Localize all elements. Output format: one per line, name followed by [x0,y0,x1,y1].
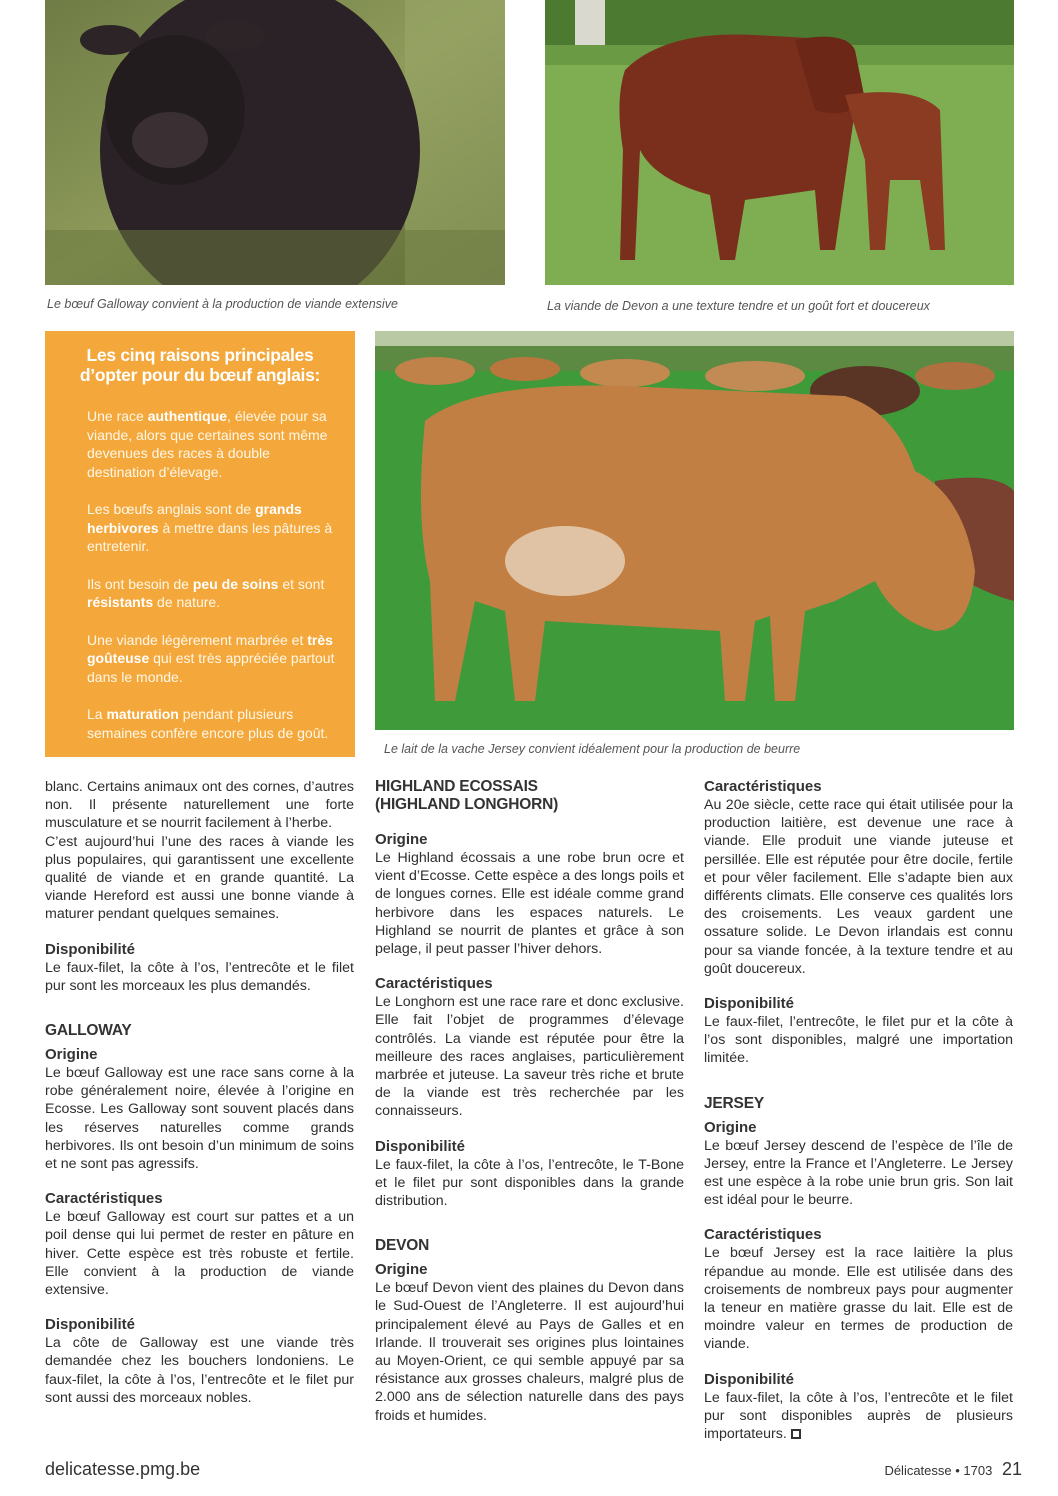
galloway-carac: Le bœuf Galloway est court sur pattes et a un poil dense qui lui permet de rester en pâture en hiver. Cette espèce est très robuste et fertile. Elle convient à la production de viande extensive. [45,1209,354,1299]
devon-carac: Au 20e siècle, cette race qui était utilisée pour la production laitière, est devenue une race à viande. Elle produit une viande juteuse et persillée. Elle est réputée pour être docile, fertile et pour vêler facilement. Elle s’adapte bien aux différents climats. Elle conserve ces qualités lors des croisements. Les veaux gardent une ossature solide. Le Devon irlandais est connu pour sa viande foncée, à la texture tendre et au goût doucereux. [704,797,1013,977]
jersey-origine-heading: Origine [704,1118,757,1136]
box-title: Les cinq raisons principales d’opter pour du bœuf anglais: [79,345,321,385]
highland-carac-heading: Caractéristiques [375,975,493,993]
jersey-origine: Le bœuf Jersey descend de l’espèce de l’île de Jersey, entre la France et l’Angleterre. Le Jersey est une espèce à la robe unie brun gris. Son lait est idéal pour le beurre. [704,1137,1013,1209]
highland-heading: HIGHLAND ECOSSAIS (HIGHLAND LONGHORN) [375,778,559,813]
jersey-carac-heading: Caractéristiques [704,1226,822,1244]
devon-heading: DEVON [375,1237,430,1255]
devon-origine: Le bœuf Devon vient des plaines du Devon dans le Sud-Ouest de l’Angleterre. Il est aujourd’hui principalement élevé au Pays de Galles et en Irlande. Il trouverait ses origines plus lointaines au Moyen-Orient, ce qui semble appuyé par sa résistance aux grosses chaleurs, malgré plus de 2.000 ans de sélection naturelle dans des pays froids et humides. [375,1280,684,1424]
devon-dispo: Le faux-filet, l’entrecôte, le filet pur et la côte à l’os sont disponibles, malgré une importation limitée. [704,1014,1013,1067]
highland-origine-heading: Origine [375,831,428,848]
jersey-dispo-heading: Disponibilité [704,1370,794,1388]
reason-5: La maturation pendant plusieurs semaines confère encore plus de goût. [87,706,329,741]
jersey-carac: Le bœuf Jersey est la race laitière la plus répandue au monde. Elle est utilisée dans des croisements de nombreux pays pour augmenter la teneur en matière grasse du lait. Elle est de moindre valeur en termes de production de viande. [704,1245,1013,1353]
devon-caption: La viande de Devon a une texture tendre et un goût fort et doucereux [547,299,930,313]
column-2 [375,778,684,1425]
galloway-dispo-heading: Disponibilité [45,1316,135,1334]
galloway-photo [45,0,505,285]
jersey-heading: JERSEY [704,1094,764,1112]
hereford-intro-1: blanc. Certains animaux ont des cornes, d’autres non. Il présente naturellement une forte musculature et se nourrit facilement à l’herbe. [45,779,354,832]
column-1 [45,778,354,1407]
jersey-caption: Le lait de la vache Jersey convient idéalement pour la production de beurre [384,742,801,756]
hereford-dispo-heading: Disponibilité [45,940,135,958]
end-square-icon [791,1429,801,1439]
highland-dispo-heading: Disponibilité [375,1137,465,1155]
galloway-origine-heading: Origine [45,1046,98,1064]
highland-origine: Le Highland écossais a une robe brun ocre et vient d’Ecosse. Cette espèce a des longs poils et de longues cornes. Elle est idéale comme grand herbivore dans les espaces naturels. Le Highland se nourrit de plantes et grâce à son pelage, il peut passer l’hiver dehors. [375,850,684,958]
galloway-caption: Le bœuf Galloway convient à la production de viande extensive [47,297,398,311]
devon-carac-heading: Caractéristiques [704,778,822,795]
reason-3: Ils ont besoin de peu de soins et sont résistants de nature. [87,575,325,610]
reason-4: Une viande légèrement marbrée et très goûteuse qui est très appréciée partout dans le monde. [87,631,335,685]
reason-1: Une race authentique, élevée pour sa viande, alors que certaines sont même devenues des races à double destination d’élevage. [87,408,328,480]
galloway-origine: Le bœuf Galloway est une race sans corne à la robe généralement noire, élevée à l’origine en Ecosse. Les Galloway sont souvent placés dans les réserves naturelles comme grands herbivores. Ils ont besoin d’un minimum de soins et ne sont pas agressifs. [45,1065,354,1173]
hereford-intro-2: C’est aujourd’hui l’une des races à viande les plus populaires, qui garantissent une excellente qualité de viande et en grande quantité. La viande Hereford est aussi une bonne viande à maturer pendant quelques semaines. [45,833,354,923]
highland-carac: Le Longhorn est une race rare et donc exclusive. Elle fait l’objet de programmes d’élevage contrôlés. La viande est réputée pour être la meilleure des races anglaises, particulièrement marbrée et juteuse. La saveur très riche et brute de la viande est très recherchée par les connaisseurs. [375,994,684,1120]
magazine-issue: Délicatesse • 1703 [884,1463,993,1478]
devon-dispo-heading: Disponibilité [704,995,794,1013]
column-3 [704,778,1013,1443]
galloway-dispo: La côte de Galloway est une viande très demandée chez les bouchers londoniens. Le faux-filet, la côte à l’os, l’entrecôte et le filet pur sont aussi des morceaux nobles. [45,1335,354,1406]
jersey-dispo: Le faux-filet, la côte à l’os, l’entrecôte et le filet pur sont disponibles auprès de plusieurs importateurs. [704,1389,1013,1443]
jersey-photo [375,331,1014,730]
website-link[interactable]: delicatesse.pmg.be [45,1459,201,1479]
devon-origine-heading: Origine [375,1261,428,1279]
page-number: 21 [1001,1459,1022,1479]
page-footer [884,1459,1022,1480]
five-reasons-box [45,331,355,757]
galloway-carac-heading: Caractéristiques [45,1190,163,1208]
reason-2: Les bœufs anglais sont de grands herbivores à mettre dans les pâtures à entretenir. [87,501,333,554]
devon-photo [545,0,1014,285]
hereford-dispo: Le faux-filet, la côte à l’os, l’entrecôte et le filet pur sont les morceaux les plus demandés. [45,959,354,994]
galloway-heading: GALLOWAY [45,1022,132,1040]
highland-dispo: Le faux-filet, la côte à l’os, l’entrecôte, le T-Bone et le filet pur sont disponibles dans la grande distribution. [375,1156,684,1210]
